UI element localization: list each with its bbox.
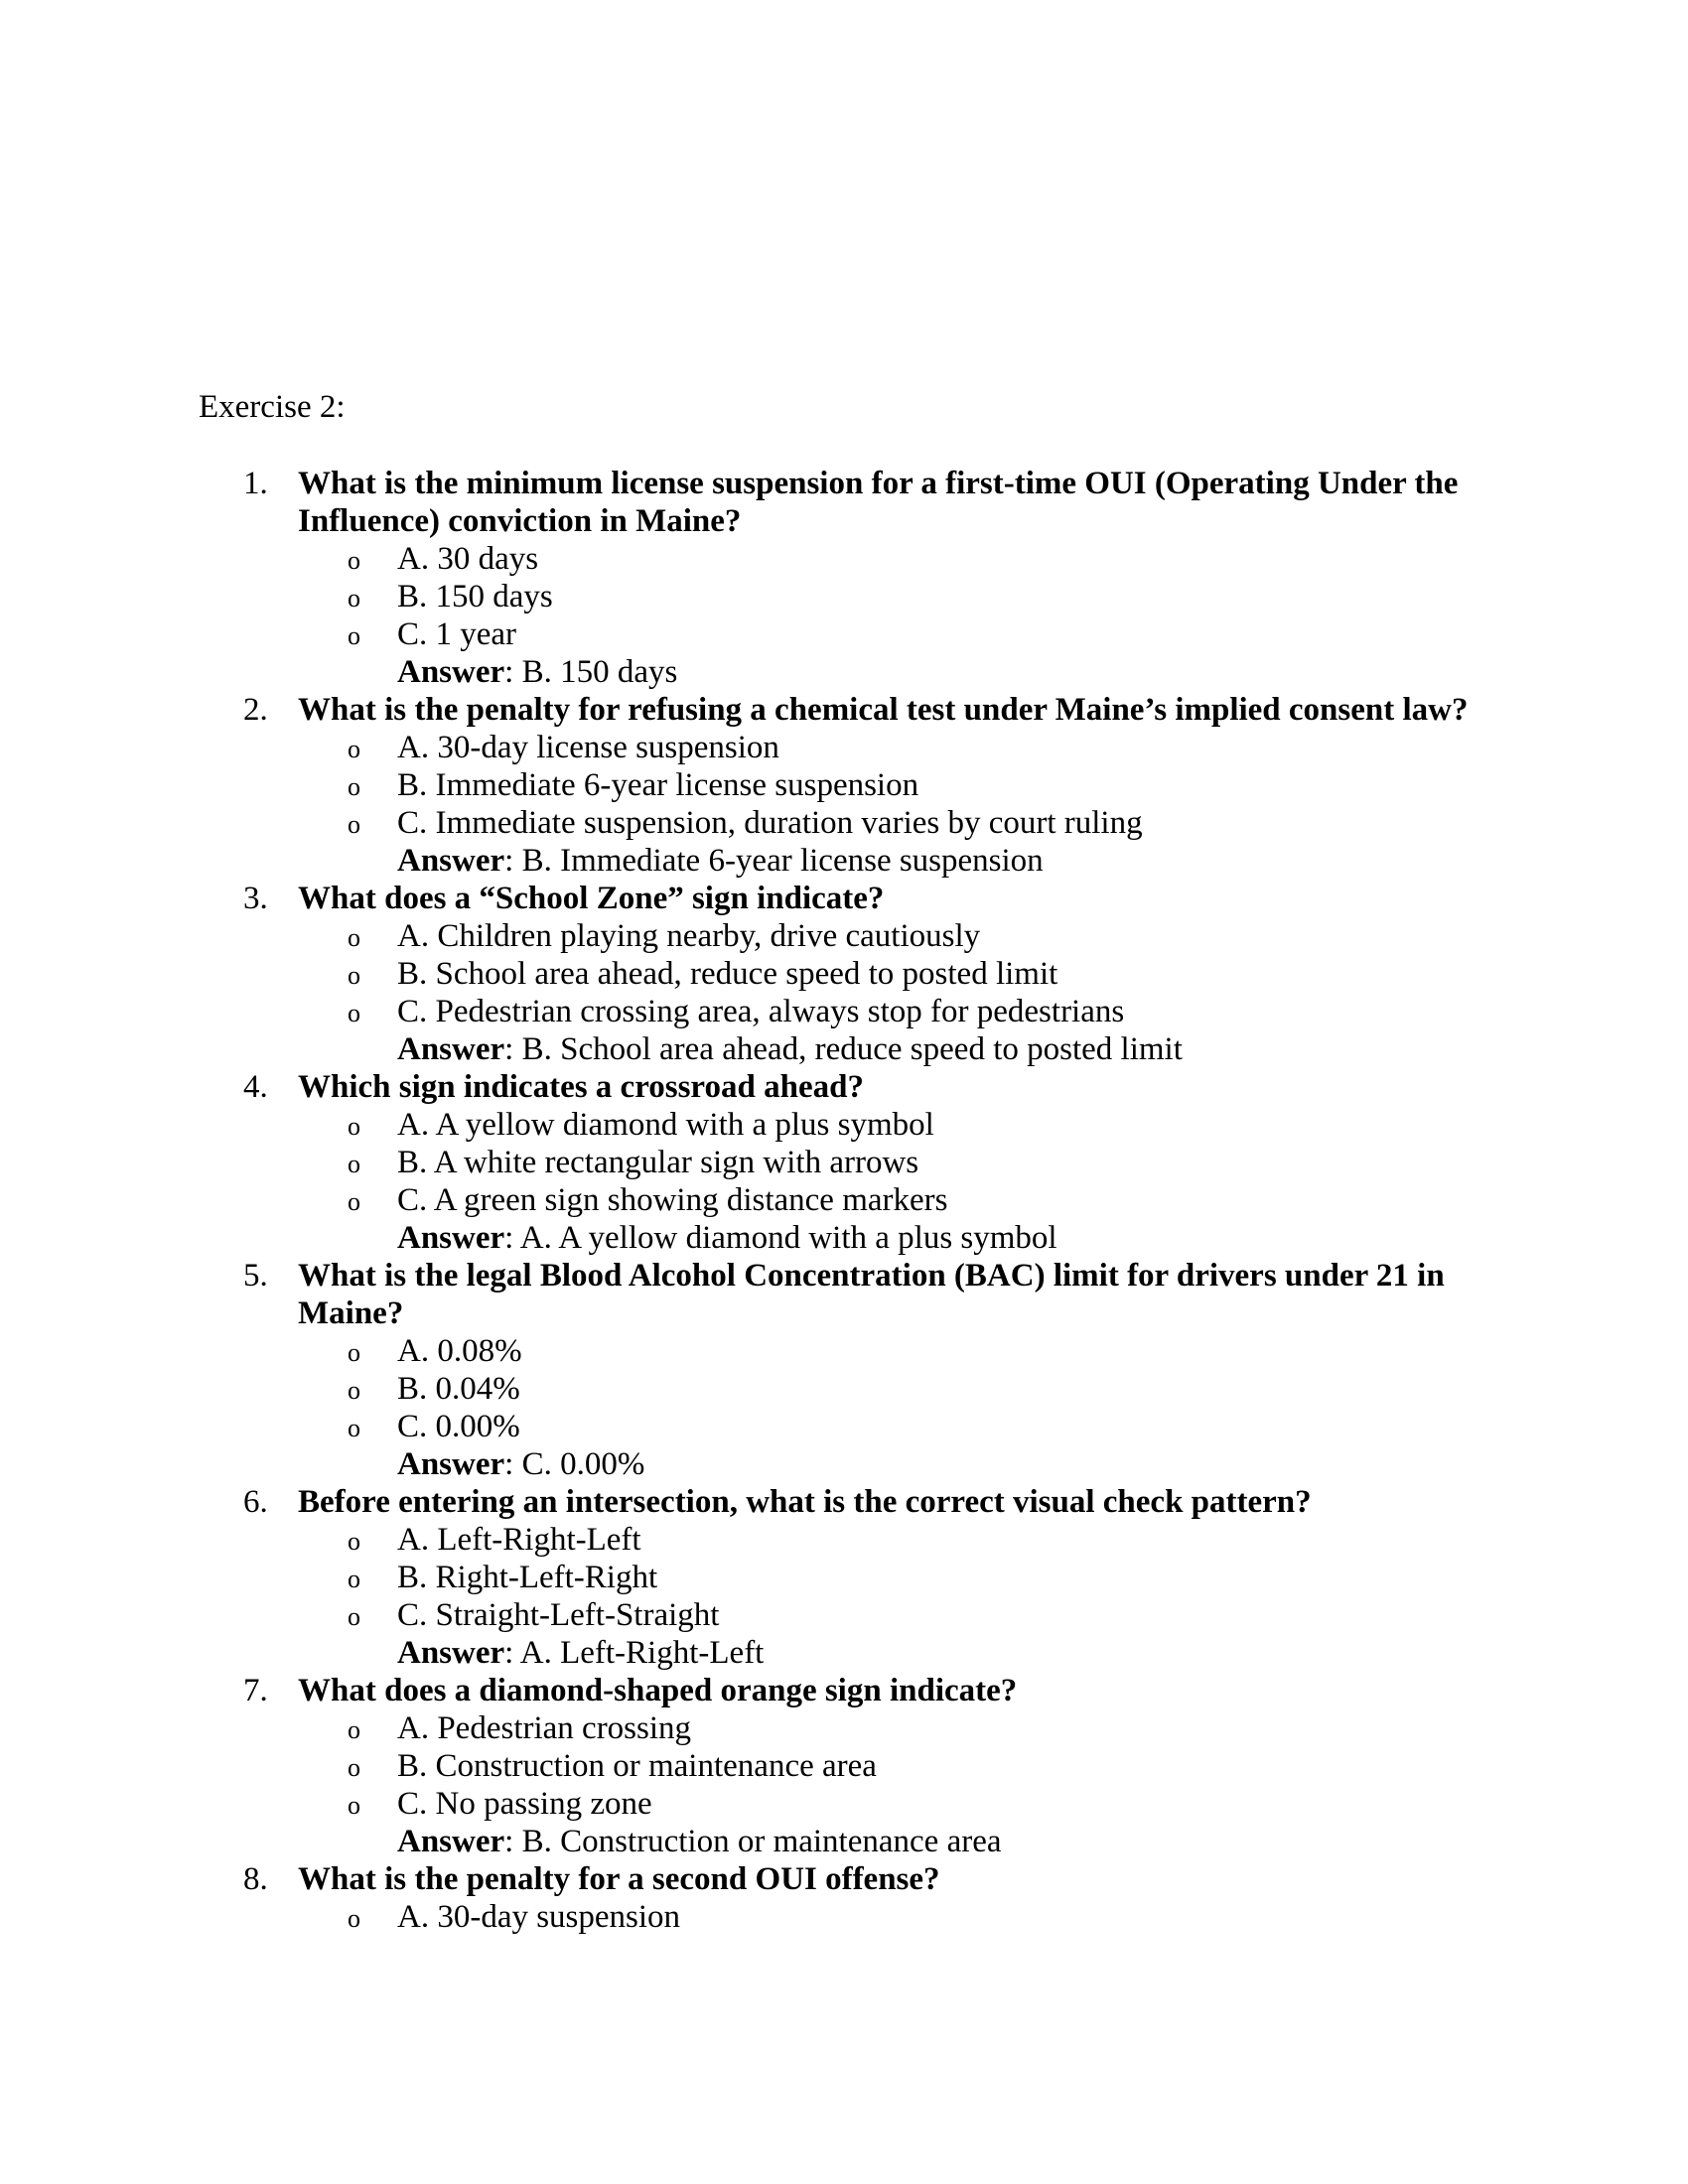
- option-list: [0, 1709, 1688, 1823]
- option-item: [0, 1181, 1688, 1219]
- hollow-circle-bullet-icon: o: [348, 735, 360, 763]
- hollow-circle-bullet-icon: o: [348, 1527, 360, 1556]
- option-item: [0, 1785, 1688, 1823]
- option-text: A. Left-Right-Left: [397, 1522, 641, 1558]
- answer-separator: :: [504, 654, 522, 690]
- option-text: C. No passing zone: [397, 1786, 652, 1822]
- option-text: A. 30 days: [397, 541, 539, 577]
- answer-text: B. Immediate 6-year license suspension: [521, 843, 1044, 879]
- option-item: [0, 615, 1688, 653]
- option-item: [0, 993, 1688, 1030]
- answer-line: [397, 1219, 1688, 1257]
- answer-label: Answer: [397, 1031, 505, 1067]
- answer-separator: :: [504, 1446, 522, 1482]
- hollow-circle-bullet-icon: o: [348, 621, 360, 650]
- option-list: [0, 917, 1688, 1030]
- hollow-circle-bullet-icon: o: [348, 1791, 360, 1820]
- option-list: [0, 1898, 1688, 1936]
- answer-separator: :: [504, 1031, 522, 1067]
- hollow-circle-bullet-icon: o: [348, 1602, 360, 1631]
- question-text: What does a “School Zone” sign indicate?: [298, 881, 885, 916]
- question-text: What does a diamond-shaped orange sign indicate?: [298, 1673, 1018, 1708]
- answer-line: [397, 1445, 1688, 1483]
- option-item: [0, 917, 1688, 955]
- hollow-circle-bullet-icon: o: [348, 1565, 360, 1593]
- question-number: 3.: [243, 881, 268, 916]
- option-item: [0, 540, 1688, 578]
- option-text: C. 0.00%: [397, 1409, 520, 1444]
- question-list: [0, 465, 1688, 1936]
- option-text: B. 0.04%: [397, 1371, 520, 1407]
- question-8: [0, 1860, 1688, 1936]
- option-text: A. Pedestrian crossing: [397, 1710, 692, 1746]
- question-3: [0, 880, 1688, 1068]
- hollow-circle-bullet-icon: o: [348, 1150, 360, 1178]
- option-text: B. Construction or maintenance area: [397, 1748, 877, 1784]
- question-6: [0, 1483, 1688, 1672]
- answer-separator: :: [504, 843, 522, 879]
- question-number: 1.: [243, 466, 268, 501]
- answer-label: Answer: [397, 654, 505, 690]
- hollow-circle-bullet-icon: o: [348, 1753, 360, 1782]
- option-text: C. A green sign showing distance markers: [397, 1182, 948, 1218]
- answer-line: [397, 1030, 1688, 1068]
- question-number: 6.: [243, 1484, 268, 1520]
- hollow-circle-bullet-icon: o: [348, 1338, 360, 1367]
- question-2: [0, 691, 1688, 880]
- option-item: [0, 578, 1688, 615]
- hollow-circle-bullet-icon: o: [348, 546, 360, 575]
- hollow-circle-bullet-icon: o: [348, 584, 360, 613]
- question-number: 2.: [243, 692, 268, 728]
- question-7: [0, 1672, 1688, 1860]
- hollow-circle-bullet-icon: o: [348, 1715, 360, 1744]
- hollow-circle-bullet-icon: o: [348, 1187, 360, 1216]
- option-text: B. Right-Left-Right: [397, 1560, 658, 1595]
- option-item: [0, 1144, 1688, 1181]
- hollow-circle-bullet-icon: o: [348, 1904, 360, 1933]
- option-text: C. Straight-Left-Straight: [397, 1597, 720, 1633]
- option-list: [0, 729, 1688, 842]
- question-number: 7.: [243, 1673, 268, 1708]
- option-text: C. Immediate suspension, duration varies by court ruling: [397, 805, 1143, 841]
- option-item: [0, 955, 1688, 993]
- hollow-circle-bullet-icon: o: [348, 923, 360, 952]
- answer-label: Answer: [397, 1635, 505, 1671]
- answer-line: [397, 1634, 1688, 1672]
- answer-text: A. Left-Right-Left: [519, 1635, 765, 1671]
- hollow-circle-bullet-icon: o: [348, 1376, 360, 1405]
- option-text: B. A white rectangular sign with arrows: [397, 1145, 919, 1180]
- answer-line: [397, 842, 1688, 880]
- option-text: A. 0.08%: [397, 1333, 522, 1369]
- option-item: [0, 1106, 1688, 1144]
- exercise-title: Exercise 2:: [199, 389, 346, 425]
- answer-label: Answer: [397, 843, 505, 879]
- question-text: Which sign indicates a crossroad ahead?: [298, 1069, 864, 1105]
- option-text: C. 1 year: [397, 616, 517, 652]
- question-text: What is the minimum license suspension for a first-time OUI (Operating Under the Influence) conviction in Maine?: [298, 466, 1459, 539]
- option-text: A. 30-day license suspension: [397, 730, 779, 765]
- option-list: [0, 1106, 1688, 1219]
- question-text: What is the penalty for refusing a chemical test under Maine’s implied consent law?: [298, 692, 1469, 728]
- option-item: [0, 1370, 1688, 1408]
- answer-text: C. 0.00%: [521, 1446, 645, 1482]
- option-item: [0, 766, 1688, 804]
- answer-separator: :: [504, 1824, 522, 1859]
- answer-label: Answer: [397, 1446, 505, 1482]
- answer-separator: :: [504, 1635, 520, 1671]
- answer-label: Answer: [397, 1220, 505, 1256]
- option-text: C. Pedestrian crossing area, always stop for pedestrians: [397, 994, 1125, 1029]
- option-item: [0, 1559, 1688, 1596]
- answer-line: [397, 653, 1688, 691]
- option-text: A. A yellow diamond with a plus symbol: [397, 1107, 934, 1143]
- option-item: [0, 1898, 1688, 1936]
- question-5: [0, 1257, 1688, 1483]
- question-number: 8.: [243, 1861, 268, 1897]
- option-list: [0, 540, 1688, 653]
- question-text: What is the penalty for a second OUI offense?: [298, 1861, 940, 1897]
- option-item: [0, 1709, 1688, 1747]
- option-item: [0, 729, 1688, 766]
- option-item: [0, 1521, 1688, 1559]
- question-4: [0, 1068, 1688, 1257]
- hollow-circle-bullet-icon: o: [348, 1414, 360, 1442]
- option-list: [0, 1332, 1688, 1445]
- option-item: [0, 1408, 1688, 1445]
- hollow-circle-bullet-icon: o: [348, 961, 360, 990]
- option-text: B. School area ahead, reduce speed to posted limit: [397, 956, 1058, 992]
- answer-text: B. School area ahead, reduce speed to posted limit: [521, 1031, 1183, 1067]
- answer-separator: :: [504, 1220, 520, 1256]
- answer-text: A. A yellow diamond with a plus symbol: [519, 1220, 1057, 1256]
- question-1: [0, 465, 1688, 691]
- hollow-circle-bullet-icon: o: [348, 1112, 360, 1141]
- question-text: Before entering an intersection, what is the correct visual check pattern?: [298, 1484, 1312, 1520]
- option-item: [0, 1332, 1688, 1370]
- hollow-circle-bullet-icon: o: [348, 810, 360, 839]
- hollow-circle-bullet-icon: o: [348, 772, 360, 801]
- answer-line: [397, 1823, 1688, 1860]
- option-text: B. 150 days: [397, 579, 553, 614]
- question-number: 4.: [243, 1069, 268, 1105]
- option-list: [0, 1521, 1688, 1634]
- option-item: [0, 804, 1688, 842]
- answer-text: B. 150 days: [521, 654, 678, 690]
- option-item: [0, 1747, 1688, 1785]
- hollow-circle-bullet-icon: o: [348, 999, 360, 1027]
- answer-text: B. Construction or maintenance area: [521, 1824, 1002, 1859]
- option-text: B. Immediate 6-year license suspension: [397, 767, 919, 803]
- option-item: [0, 1596, 1688, 1634]
- question-text: What is the legal Blood Alcohol Concentration (BAC) limit for drivers under 21 in Maine?: [298, 1258, 1445, 1331]
- option-text: A. Children playing nearby, drive cautiously: [397, 918, 981, 954]
- answer-label: Answer: [397, 1824, 505, 1859]
- question-number: 5.: [243, 1258, 268, 1294]
- option-text: A. 30-day suspension: [397, 1899, 681, 1935]
